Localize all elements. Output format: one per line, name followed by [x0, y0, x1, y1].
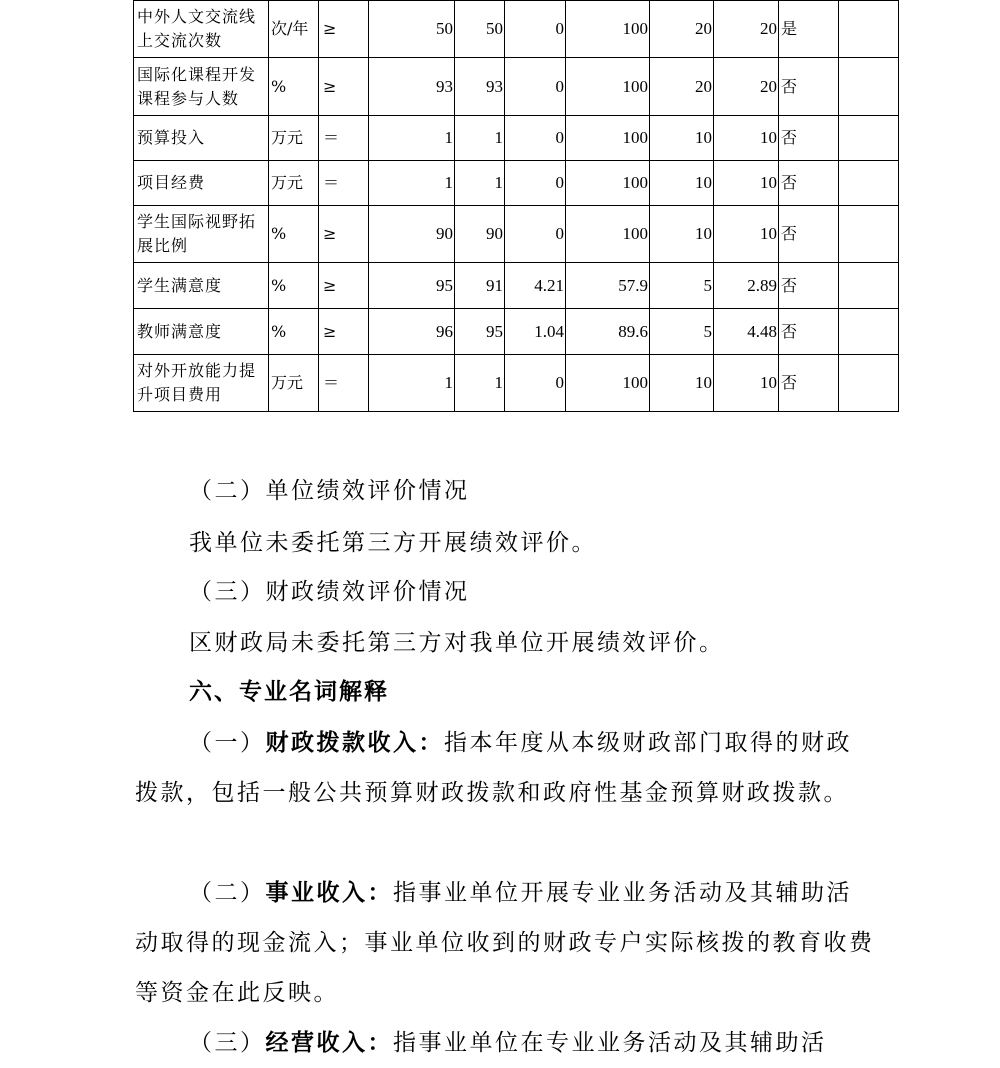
term1-term: 财政拨款收入：	[265, 730, 444, 756]
cell-core-flag: 否	[779, 58, 839, 116]
cell-indicator-name: 学生满意度	[134, 263, 269, 309]
table-row	[134, 161, 899, 206]
cell-completion-rate: 100	[566, 58, 650, 116]
heading-terms: 六、专业名词解释	[189, 679, 389, 705]
cell-target-value: 50	[369, 1, 455, 58]
term2-paragraph	[135, 868, 875, 1018]
cell-deviation: 1.04	[505, 309, 566, 355]
section3-mark: （三）	[189, 579, 266, 605]
cell-score: 10	[714, 116, 779, 161]
cell-remark	[839, 1, 899, 58]
table-row	[134, 206, 899, 263]
cell-actual-value: 1	[455, 116, 505, 161]
cell-core-flag: 否	[779, 263, 839, 309]
cell-unit: 万元	[269, 161, 319, 206]
cell-unit: %	[269, 58, 319, 116]
cell-completion-rate: 89.6	[566, 309, 650, 355]
cell-weight: 20	[650, 58, 714, 116]
term3-term: 经营收入：	[265, 1030, 393, 1056]
cell-operator: ≥	[319, 1, 369, 58]
cell-deviation: 0	[505, 355, 566, 412]
cell-core-flag: 否	[779, 355, 839, 412]
cell-remark	[839, 161, 899, 206]
cell-deviation: 0	[505, 161, 566, 206]
cell-unit: %	[269, 206, 319, 263]
section2-mark: （二）	[189, 478, 266, 504]
cell-unit: 次/年	[269, 1, 319, 58]
cell-target-value: 1	[369, 116, 455, 161]
section3-heading	[189, 567, 929, 617]
cell-deviation: 0	[505, 58, 566, 116]
cell-indicator-name: 项目经费	[134, 161, 269, 206]
cell-actual-value: 1	[455, 161, 505, 206]
cell-deviation: 4.21	[505, 263, 566, 309]
cell-target-value: 93	[369, 58, 455, 116]
cell-core-flag: 否	[779, 116, 839, 161]
term3-mark: （三）	[189, 1030, 266, 1056]
cell-target-value: 1	[369, 355, 455, 412]
cell-actual-value: 50	[455, 1, 505, 58]
term3-text: 指事业单位在专业业务活动及其辅助活	[393, 1030, 827, 1056]
cell-indicator-name: 中外人文交流线上交流次数	[134, 1, 269, 58]
cell-operator: ≥	[319, 309, 369, 355]
section2-heading	[189, 466, 929, 516]
cell-core-flag: 否	[779, 206, 839, 263]
cell-remark	[839, 263, 899, 309]
cell-score: 4.48	[714, 309, 779, 355]
section2-body: 我单位未委托第三方开展绩效评价。	[189, 530, 597, 556]
cell-weight: 10	[650, 116, 714, 161]
cell-actual-value: 93	[455, 58, 505, 116]
performance-table	[133, 0, 899, 412]
cell-completion-rate: 100	[566, 161, 650, 206]
term2-term: 事业收入：	[265, 880, 393, 906]
cell-actual-value: 1	[455, 355, 505, 412]
cell-score: 10	[714, 206, 779, 263]
table-row	[134, 116, 899, 161]
cell-actual-value: 95	[455, 309, 505, 355]
cell-completion-rate: 100	[566, 206, 650, 263]
cell-remark	[839, 206, 899, 263]
cell-score: 10	[714, 355, 779, 412]
cell-core-flag: 是	[779, 1, 839, 58]
cell-unit: 万元	[269, 116, 319, 161]
cell-score: 20	[714, 1, 779, 58]
performance-table-body	[134, 1, 899, 412]
cell-deviation: 0	[505, 206, 566, 263]
cell-indicator-name: 教师满意度	[134, 309, 269, 355]
cell-weight: 10	[650, 161, 714, 206]
section3-title: 财政绩效评价情况	[265, 579, 470, 605]
cell-operator: ≥	[319, 263, 369, 309]
cell-deviation: 0	[505, 1, 566, 58]
cell-completion-rate: 100	[566, 116, 650, 161]
cell-target-value: 96	[369, 309, 455, 355]
cell-target-value: 1	[369, 161, 455, 206]
cell-weight: 20	[650, 1, 714, 58]
section3-body: 区财政局未委托第三方对我单位开展绩效评价。	[189, 630, 725, 656]
cell-core-flag: 否	[779, 161, 839, 206]
cell-core-flag: 否	[779, 309, 839, 355]
term2-mark: （二）	[189, 880, 266, 906]
table-row	[134, 1, 899, 58]
cell-completion-rate: 100	[566, 355, 650, 412]
cell-weight: 5	[650, 309, 714, 355]
cell-operator: ≥	[319, 206, 369, 263]
table-row	[134, 58, 899, 116]
cell-deviation: 0	[505, 116, 566, 161]
cell-unit: %	[269, 263, 319, 309]
cell-indicator-name: 对外开放能力提升项目费用	[134, 355, 269, 412]
cell-score: 10	[714, 161, 779, 206]
cell-weight: 10	[650, 355, 714, 412]
cell-remark	[839, 58, 899, 116]
term1-mark: （一）	[189, 730, 266, 756]
term1-text: 指本年度从本级财政部门取得的财政拨款，包括一般公共预算财政拨款和政府性基金预算财政拨款。	[135, 730, 852, 806]
cell-indicator-name: 国际化课程开发课程参与人数	[134, 58, 269, 116]
cell-operator: ＝	[319, 161, 369, 206]
cell-completion-rate: 57.9	[566, 263, 650, 309]
cell-remark	[839, 116, 899, 161]
cell-completion-rate: 100	[566, 1, 650, 58]
cell-operator: ＝	[319, 116, 369, 161]
cell-indicator-name: 学生国际视野拓展比例	[134, 206, 269, 263]
cell-target-value: 95	[369, 263, 455, 309]
term2-text: 指事业单位开展专业业务活动及其辅助活动取得的现金流入；事业单位收到的财政专户实际核拨的教育收费等资金在此反映。	[135, 880, 875, 1006]
cell-remark	[839, 309, 899, 355]
cell-indicator-name: 预算投入	[134, 116, 269, 161]
term1-paragraph	[135, 718, 875, 818]
cell-actual-value: 90	[455, 206, 505, 263]
cell-score: 20	[714, 58, 779, 116]
cell-target-value: 90	[369, 206, 455, 263]
cell-actual-value: 91	[455, 263, 505, 309]
table-row	[134, 355, 899, 412]
cell-score: 2.89	[714, 263, 779, 309]
cell-unit: 万元	[269, 355, 319, 412]
table-row	[134, 263, 899, 309]
cell-operator: ≥	[319, 58, 369, 116]
table-row	[134, 309, 899, 355]
cell-operator: ＝	[319, 355, 369, 412]
cell-unit: %	[269, 309, 319, 355]
cell-remark	[839, 355, 899, 412]
section2-title: 单位绩效评价情况	[265, 478, 470, 504]
cell-weight: 5	[650, 263, 714, 309]
cell-weight: 10	[650, 206, 714, 263]
